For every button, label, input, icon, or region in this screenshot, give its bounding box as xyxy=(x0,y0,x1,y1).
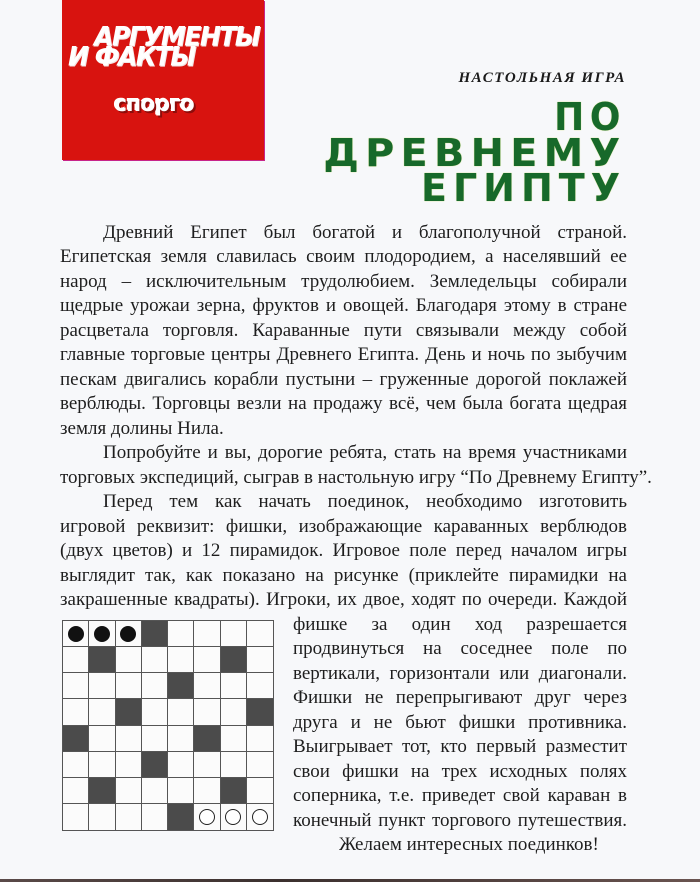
board-cell xyxy=(63,778,89,804)
body-line: Перед тем как начать поединок, необходимо изготовить xyxy=(103,491,627,512)
board-cell xyxy=(63,752,89,778)
board-cell xyxy=(168,726,194,752)
board-cell xyxy=(194,778,220,804)
body-line: расцветала торговля. Караванные пути связывали между собой xyxy=(60,320,627,341)
board-cell xyxy=(247,778,273,804)
board-cell xyxy=(221,752,247,778)
board-cell xyxy=(194,621,220,647)
board-cell xyxy=(89,752,115,778)
board-cell-pyramid xyxy=(116,699,142,725)
board-cell xyxy=(63,673,89,699)
white-camel-piece-icon xyxy=(199,809,215,825)
body-line: (двух цветов) и 12 пирамидок. Игровое поле перед началом игры xyxy=(60,540,627,561)
body-line: Древний Египет был богатой и благополучной страной. xyxy=(103,222,627,243)
board-cell-pyramid xyxy=(168,804,194,830)
board-cell xyxy=(116,621,142,647)
board-cell xyxy=(247,804,273,830)
board-cell xyxy=(116,647,142,673)
body-line: главные торговые центры Древнего Египта. День и ночь по зыбучим xyxy=(60,344,627,365)
board-cell-pyramid xyxy=(221,647,247,673)
body-line: пескам двигались корабли пустыни – груженные дорогой поклажей xyxy=(60,369,627,390)
board-cell xyxy=(63,647,89,673)
board-cell xyxy=(221,699,247,725)
rules-line: соперника, т.е. приведет свой караван в xyxy=(293,785,627,806)
board-cell-pyramid xyxy=(89,647,115,673)
rules-line: Фишки не перепрыгивают друг через xyxy=(293,687,627,708)
body-line: земля долины Нила. xyxy=(60,418,224,439)
rules-line: продвинуться на соседнее поле по xyxy=(293,638,627,659)
board-cell xyxy=(221,673,247,699)
black-camel-piece-icon xyxy=(94,626,110,642)
board-cell xyxy=(221,621,247,647)
board-cell xyxy=(247,726,273,752)
board-cell xyxy=(116,726,142,752)
board-cell xyxy=(168,621,194,647)
board-cell xyxy=(221,726,247,752)
rules-line: Выигрывает тот, кто первый разместит xyxy=(293,736,627,757)
board-cell xyxy=(142,726,168,752)
board-cell xyxy=(116,752,142,778)
board-cell-pyramid xyxy=(63,726,89,752)
board-cell xyxy=(168,647,194,673)
board-cell xyxy=(221,804,247,830)
board-cell xyxy=(168,752,194,778)
logo-brand-line-2: И ФАКТЫ xyxy=(68,41,195,72)
body-line: торговых экспедиций, сыграв в настольную игру “По Древнему Египту”. xyxy=(60,467,652,488)
board-cell xyxy=(142,699,168,725)
board-cell xyxy=(142,673,168,699)
logo-argumenty-i-fakty xyxy=(62,0,264,160)
board-cell-pyramid xyxy=(142,752,168,778)
board-cell xyxy=(194,647,220,673)
board-cell xyxy=(142,778,168,804)
board-cell xyxy=(247,647,273,673)
black-camel-piece-icon xyxy=(120,626,136,642)
board-cell-pyramid xyxy=(221,778,247,804)
kicker-board-game: НАСТОЛЬНАЯ ИГРА xyxy=(458,70,626,86)
rules-line: конечный пункт торгового путешествия. xyxy=(293,810,627,831)
body-line: выглядит так, как показано на рисунке (приклейте пирамидки на xyxy=(60,565,627,586)
page-title-line-2: ДРЕВНЕМУ xyxy=(322,131,626,175)
board-cell xyxy=(63,699,89,725)
board-cell xyxy=(63,621,89,647)
body-line: игровой реквизит: фишки, изображающие караванных верблюдов xyxy=(60,516,627,537)
board-cell xyxy=(116,804,142,830)
board-cell xyxy=(142,647,168,673)
body-line: щедрые урожаи зерна, фруктов и овощей. Благодаря этому в стране xyxy=(60,295,627,316)
board-cell xyxy=(168,699,194,725)
board-cell xyxy=(247,752,273,778)
rules-line: вертикали, горизонтали или диагонали. xyxy=(293,663,627,684)
board-cell xyxy=(89,699,115,725)
body-line: Египетская земля славилась своим плодородием, а населявший ее xyxy=(60,246,627,267)
board-cell xyxy=(89,804,115,830)
rules-line: свои фишки на трех исходных полях xyxy=(293,761,627,782)
board-cell-pyramid xyxy=(142,621,168,647)
board-cell xyxy=(89,726,115,752)
closing-wish: Желаем интересных поединков! xyxy=(339,834,599,855)
body-line: закрашенные квадраты). Игроки, их двое, ходят по очереди. Каждой xyxy=(60,589,627,610)
board-cell xyxy=(116,673,142,699)
board-cell-pyramid xyxy=(168,673,194,699)
white-camel-piece-icon xyxy=(252,809,268,825)
board-cell-pyramid xyxy=(89,778,115,804)
rules-line: друга и не бьют фишки противника. xyxy=(293,712,627,733)
body-line: верблюды. Торговцы везли на продажу всё, чем была богата щедрая xyxy=(60,393,627,414)
board-cell xyxy=(194,804,220,830)
board-cell xyxy=(247,621,273,647)
body-line: Попробуйте и вы, дорогие ребята, стать на время участниками xyxy=(103,442,627,463)
board-cell xyxy=(247,673,273,699)
board-cell xyxy=(89,673,115,699)
board-cell xyxy=(116,778,142,804)
board-cell xyxy=(194,752,220,778)
game-board xyxy=(62,620,274,831)
board-cell xyxy=(89,621,115,647)
board-cell-pyramid xyxy=(194,726,220,752)
board-cell xyxy=(142,804,168,830)
logo-sub-brand: спорго xyxy=(114,92,194,117)
board-cell xyxy=(194,673,220,699)
rules-line: фишке за один ход разрешается xyxy=(293,614,627,635)
page-title-line-1: ПО xyxy=(554,95,626,139)
black-camel-piece-icon xyxy=(68,626,84,642)
board-cell xyxy=(194,699,220,725)
logo-brand-line-1: АРГУМЕНТЫ xyxy=(94,21,260,52)
board-cell-pyramid xyxy=(247,699,273,725)
board-cell xyxy=(63,804,89,830)
body-line: народ – исключительным трудолюбием. Земледельцы собирали xyxy=(60,271,627,292)
board-cell xyxy=(168,778,194,804)
white-camel-piece-icon xyxy=(225,809,241,825)
page-title-line-3: ЕГИПТУ xyxy=(421,166,626,210)
